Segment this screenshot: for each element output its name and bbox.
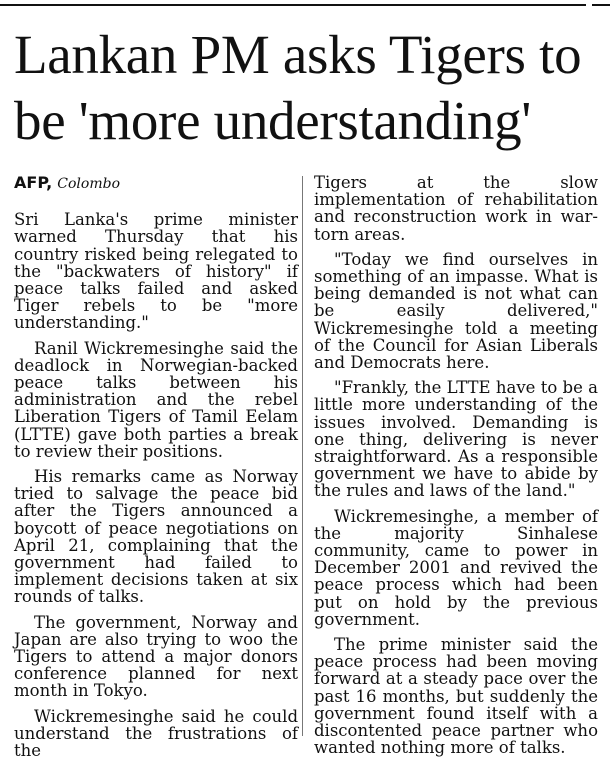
right-column <box>314 174 598 765</box>
paragraph: "Frankly, the LTTE have to be a little more understanding of the issues involved. Demanding is one thing, delivering is never straightforward. As a responsible government we have to abide by the rules and laws of the land." <box>314 378 598 501</box>
paragraph: "Today we find ourselves in something of an impasse. What is being demanded is not what can be easily delivered," Wickremesinghe told a meeting of the Council for Asian Liberals and Democrats here. <box>314 249 598 373</box>
headline: Lankan PM asks Tigers to be 'more understanding' <box>14 24 582 151</box>
left-column <box>14 174 298 767</box>
paragraph: His remarks came as Norway tried to salvage the peace bid after the Tigers announced a boycott of peace negotiations on April 21, complaining that the government had failed to implement decisions taken at six rounds of talks. <box>14 467 298 607</box>
paragraph: Sri Lanka's prime minister warned Thursday that his country risked being relegated to the "backwaters of history" if peace talks failed and asked Tiger rebels to be "more understanding." <box>14 210 298 333</box>
top-rule <box>0 4 610 6</box>
byline-agency: AFP, <box>14 173 53 192</box>
byline-city: Colombo <box>57 176 120 192</box>
paragraph: The prime minister said the peace process had been moving forward at a steady pace over the past 16 months, but suddenly the government found itself with a discontented peace partner who wanted nothing more of talks. <box>314 635 598 758</box>
paragraph: Wickremesinghe said he could understand the frustrations of the <box>14 706 298 761</box>
paragraph: Tigers at the slow implementation of rehabilitation and reconstruction work in war-torn areas. <box>314 173 598 244</box>
paragraph: The government, Norway and Japan are also trying to woo the Tigers to attend a major donors conference planned for next month in Tokyo. <box>14 612 298 701</box>
byline <box>14 174 298 193</box>
paragraph: Wickremesinghe, a member of the majority Sinhalese community, came to power in December 2001 and revived the peace process which had been put on hold by the previous government. <box>314 506 598 629</box>
paragraph: Ranil Wickremesinghe said the deadlock in Norwegian-backed peace talks between his administration and the rebel Liberation Tigers of Tamil Eelam (LTTE) gave both parties a break to review their positions. <box>14 338 298 461</box>
column-divider <box>302 176 303 736</box>
